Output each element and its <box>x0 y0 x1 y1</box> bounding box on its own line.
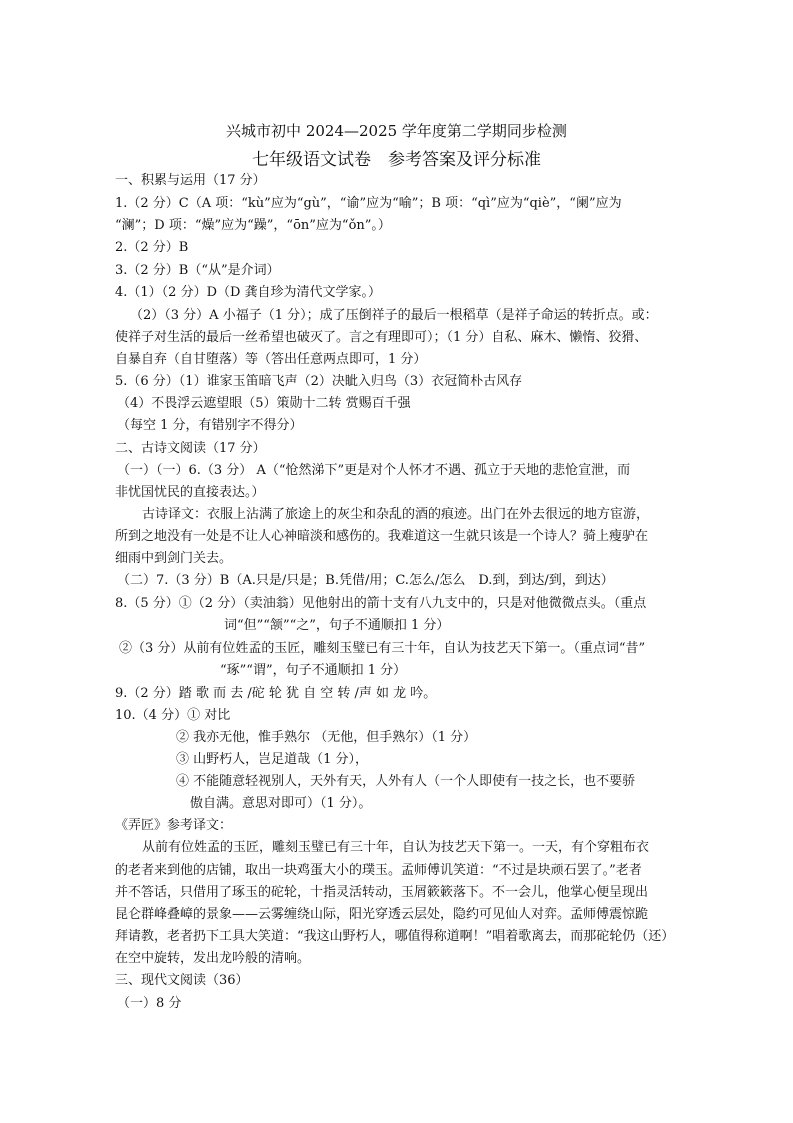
answer-line: 8.（5 分）①（2 分）（卖油翁）见他射出的箭十支有八九支中的，只是对他微微点头。（重点 <box>115 596 647 611</box>
answer-line: ③ 山野朽人，岂足道哉（1 分）， <box>176 752 369 767</box>
answer-line: 2.（2 分）B <box>115 240 189 255</box>
answer-line: ②（3 分）从前有位姓孟的玉匠，雕刻玉璧已有三十年，自认为技艺天下第一。（重点词“昔” <box>119 641 646 656</box>
section-heading: 三、现代文阅读（36） <box>115 973 249 988</box>
answer-line: （一）（一）6.（3 分） A（“怆然涕下”更是对个人怀才不遇、孤立于天地的悲怆宣泄，而 <box>117 463 631 478</box>
answer-line: （一）8 分 <box>117 996 182 1011</box>
answer-line: “澜”；D 项：“燥”应为“躁”，“ōn”应为“ǒn”。） <box>115 218 391 233</box>
translation-line: 所到之地没有一处是不让人心神暗淡和感伤的。我难道这一生就只该是一个诗人？骑上瘦驴在 <box>115 529 649 544</box>
translation-line: 从前有位姓孟的玉匠，雕刻玉璧已有三十年，自认为技艺天下第一。一天，有个穿粗布衣 <box>142 840 650 855</box>
answer-line: 词“但”“颔”“之”，句子不通顺扣 1 分） <box>224 618 450 633</box>
answer-key-title: 七年级语文试卷 参考答案及评分标准 <box>252 150 541 170</box>
answer-line: 非忧国忧民的直接表达。） <box>115 485 265 500</box>
translation-heading: 《弄匠》参考译文： <box>115 818 233 833</box>
answer-line: 10.（4 分）① 对比 <box>115 708 231 723</box>
answer-line: ④ 不能随意轻视别人，天外有天，人外有人（一个人即使有一技之长，也不要骄 <box>176 774 636 789</box>
translation-line: 古诗译文：衣服上沾满了旅途上的灰尘和杂乱的酒的痕迹。出门在外去很远的地方宦游， <box>142 507 650 522</box>
answer-line: 自暴自弃（自甘堕落）等（答出任意两点即可，1 分） <box>115 352 427 367</box>
answer-line: 4.（1）（2 分）D（D 龚自珍为清代文学家。） <box>115 285 382 300</box>
answer-line: （每空 1 分，有错别字不得分） <box>117 418 303 433</box>
answer-line: 使祥子对生活的最后一丝希望也破灭了。言之有理即可）；（1 分）自私、麻木、懒惰、狡猾、 <box>115 330 648 345</box>
answer-line: （2）（3 分）A 小福子（1 分）；成了压倒祥子的最后一根稻草（是祥子命运的转折点。或： <box>130 308 658 323</box>
section-heading: 一、积累与运用（17 分） <box>115 173 266 188</box>
answer-line: 1.（2 分）C（A 项：“kù”应为“gù”，“谕”应为“喻”；B 项：“qì”应为“qiè”，“阑”应为 <box>115 196 622 211</box>
answer-line: 9.（2 分）踏 歌 而 去 /砣 轮 犹 自 空 转 /声 如 龙 吟。 <box>115 686 437 701</box>
answer-line: （4）不畏浮云遮望眼（5）策勋十二转 赏赐百千强 <box>117 396 411 411</box>
answer-line: 3.（2 分）B（“从”是介词） <box>115 263 280 278</box>
exam-title: 兴城市初中 2024—2025 学年度第二学期同步检测 <box>226 122 567 140</box>
answer-line: “琢”“谓”，句子不通顺扣 1 分） <box>220 663 407 678</box>
answer-line: 5.（6 分）（1）谁家玉笛暗飞声（2）决眦入归鸟（3）衣冠简朴古风存 <box>115 374 523 389</box>
answer-line: （二）7.（3 分）B（A.只是/只是；B.凭借/用；C.怎么/怎么 D.到，到达/到，到达） <box>117 573 614 588</box>
translation-line: 的老者来到他的店铺，取出一块鸡蛋大小的璞玉。孟师傅讥笑道：“不过是块顽石罢了。”老者 <box>115 863 642 878</box>
translation-line: 在空中旋转，发出龙吟般的清响。 <box>115 951 311 966</box>
translation-line: 并不答话，只借用了琢玉的砣轮，十指灵活转动，玉屑簌簌落下。不一会儿，他掌心便呈现出 <box>115 885 649 900</box>
translation-line: 细雨中到剑门关去。 <box>115 551 233 566</box>
section-heading: 二、古诗文阅读（17 分） <box>115 441 266 456</box>
answer-line: 傲自满。意思对即可）（1 分）。 <box>190 796 372 811</box>
translation-line: 拜请教，老者扔下工具大笑道：“我这山野朽人，哪值得称道啊！”唱着歌离去，而那砣轮仍（还） <box>115 929 675 944</box>
answer-line: ② 我亦无他，惟手熟尔 （无他，但手熟尔）（1 分） <box>176 730 477 745</box>
translation-line: 昆仑群峰叠嶂的景象——云雾缠绕山际，阳光穿透云层处，隐约可见仙人对弈。孟师傅震惊跪 <box>115 907 649 922</box>
